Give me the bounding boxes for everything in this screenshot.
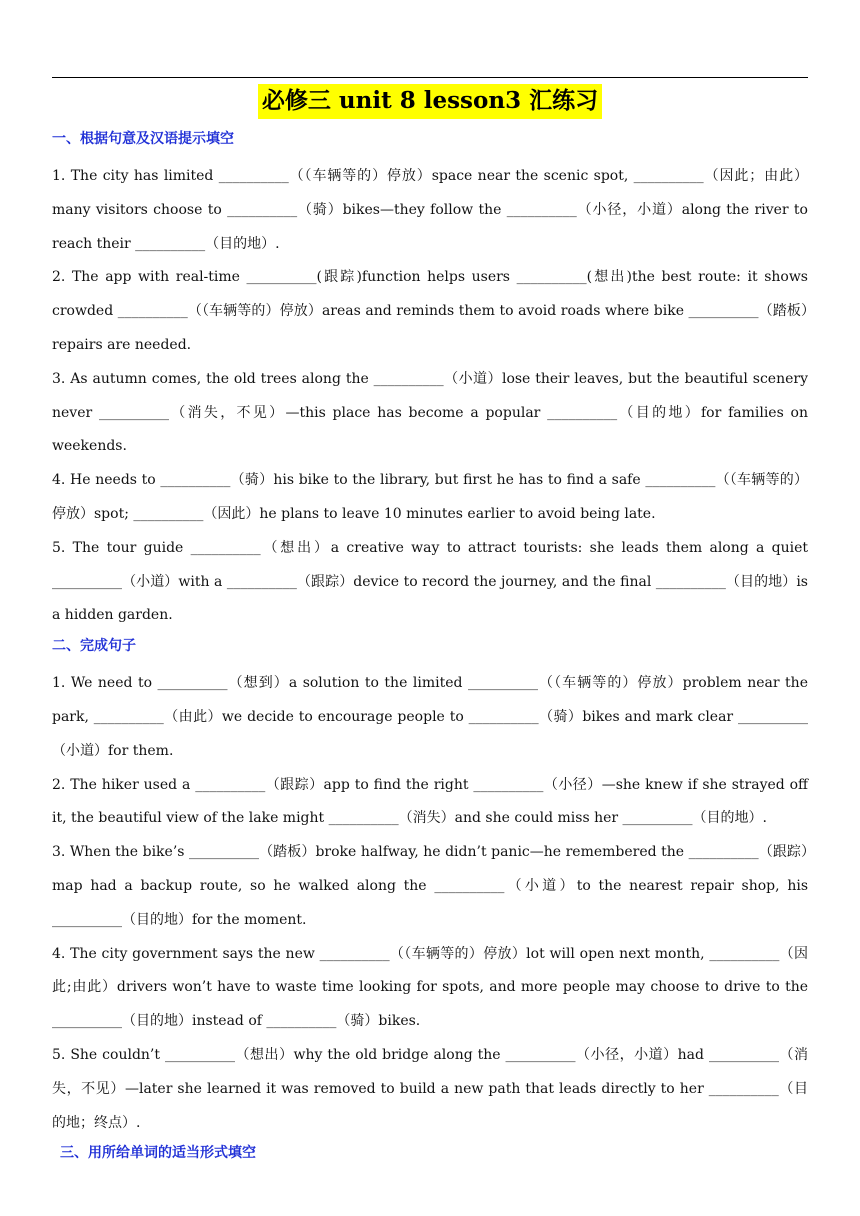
worksheet-title: 必修三 unit 8 lesson3 汇练习 bbox=[258, 84, 602, 119]
worksheet-content bbox=[52, 126, 808, 1174]
exercise-1-4: 4. He needs to __________（骑）his bike to the library, but first he has to find a safe __________（（车辆等的）停放）spot; __________（因此）he plans to leave 10 minutes earlier to avoid being late. bbox=[52, 472, 808, 522]
section-heading-2: 二、完成句子 bbox=[52, 638, 136, 655]
section-heading-1: 一、根据句意及汉语提示填空 bbox=[52, 131, 234, 147]
exercise-1-2: 2. The app with real-time __________(跟踪)function helps users __________(想出)the best route: it shows crowded __________（（车辆等的）停放）areas and reminds them to avoid roads where bike __________（踏板）repairs are needed. bbox=[52, 269, 808, 353]
top-rule bbox=[52, 77, 808, 78]
exercise-2-1: 1. We need to __________（想到）a solution to the limited __________（（车辆等的）停放）problem near the park, __________（由此）we decide to encourage people to __________（骑）bikes and mark clear __________（小道）for them. bbox=[52, 675, 808, 759]
exercise-1-3: 3. As autumn comes, the old trees along the __________（小道）lose their leaves, but the beautiful scenery never __________（消失，不见）—this place has become a popular __________（目的地）for families on weekends. bbox=[52, 370, 808, 455]
section-heading-3: 三、用所给单词的适当形式填空 bbox=[60, 1145, 256, 1162]
exercise-2-2: 2. The hiker used a __________（跟踪）app to find the right __________（小径）—she knew if she strayed off it, the beautiful view of the lake might __________（消失）and she could miss her __________（目的地）. bbox=[52, 776, 808, 827]
exercise-1-1: 1. The city has limited __________（（车辆等的）停放）space near the scenic spot, __________（因此；由此）many visitors choose to __________（骑）bikes—they follow the __________（小径，小道）along the river to reach their __________（目的地）. bbox=[52, 168, 808, 252]
title-container bbox=[0, 84, 860, 119]
exercise-2-3: 3. When the bike’s __________（踏板）broke halfway, he didn’t panic—he remembered the __________（跟踪）map had a backup route, so he walked along the __________（小道）to the nearest repair shop, his __________（目的地）for the moment. bbox=[52, 844, 808, 928]
exercise-1-5: 5. The tour guide __________（想出）a creative way to attract tourists: she leads them along a quiet __________（小道）with a __________（跟踪）device to record the journey, and the final __________（目的地）is a hidden garden. bbox=[52, 539, 808, 624]
exercise-2-5: 5. She couldn’t __________（想出）why the old bridge along the __________（小径，小道）had __________（消失，不见）—later she learned it was removed to build a new path that leads directly to her __________（目的地；终点）. bbox=[52, 1046, 808, 1131]
exercise-2-4: 4. The city government says the new __________（（车辆等的）停放）lot will open next month, __________（因此;由此）drivers won’t have to waste time looking for spots, and more people may choose to drive to the __________（目的地）instead of __________（骑）bikes. bbox=[52, 945, 808, 1030]
